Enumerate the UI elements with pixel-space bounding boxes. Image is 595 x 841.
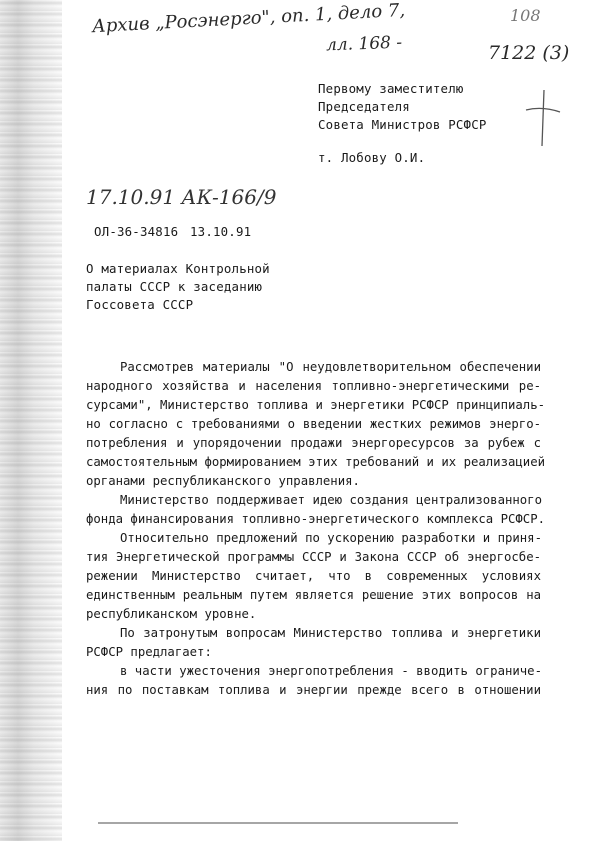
archive-note-line2: лл. 168 - [325, 32, 403, 56]
subject-line1: О материалах Контрольной [86, 261, 270, 276]
handwritten-mark [522, 88, 562, 148]
body-line: Рассмотрев материалы "О неудовлетворительном обеспечении [120, 360, 541, 374]
body-line: сурсами", Министерство топлива и энергетики РСФСР принципиаль- [86, 398, 546, 412]
body-line: РСФСР предлагает: [86, 645, 212, 659]
addressee-line3: Совета Министров РСФСР [318, 117, 487, 132]
body-line: но согласно с требованиями о введении жестких режимов энерго- [86, 417, 541, 431]
body-line: тия Энергетической программы СССР и Закона СССР об энергосбе- [86, 550, 541, 564]
archive-note-line1: Архив „Росэнерго", оп. 1, дело 7, [91, 0, 406, 38]
subject-line2: палаты СССР к заседанию [86, 279, 263, 294]
body-line: Министерство поддерживает идею создания централизованного [120, 493, 542, 507]
body-line: фонда финансирования топливно-энергетического комплекса РСФСР. [86, 512, 546, 526]
body-line: Относительно предложений по ускорению разработки и приня- [120, 531, 542, 545]
body-line: режении Министерство считает, что в современных условиях [86, 569, 541, 583]
reference-number: ОЛ-36-34816 [94, 224, 179, 239]
archive-page-number: 108 [510, 6, 541, 25]
addressee-line1: Первому заместителю [318, 81, 464, 96]
body-line: По затронутым вопросам Министерство топлива и энергетики [120, 626, 541, 640]
addressee-name: т. Лобову О.И. [318, 150, 426, 165]
body-line: народного хозяйства и населения топливно-энергетическими ре- [86, 379, 541, 393]
scan-edge-shadow [0, 0, 62, 841]
body-line: потребления и упорядочении продажи энергоресурсов за рубеж с [86, 436, 541, 450]
body-line: самостоятельным формированием этих требований и их реализацией [86, 455, 546, 469]
body-line: единственным реальным путем является решение этих вопросов на [86, 588, 541, 602]
reference-date: 13.10.91 [190, 224, 252, 239]
letter-body [86, 358, 546, 700]
archive-code: 7122 (3) [488, 42, 570, 64]
subject-line3: Госсовета СССР [86, 297, 194, 312]
body-line: республиканском уровне. [86, 607, 257, 621]
body-line: в части ужесточения энергопотребления - вводить ограниче- [120, 664, 542, 678]
addressee-line2: Председателя [318, 99, 410, 114]
registration-stamp: 17.10.91 АК-166/9 [86, 185, 277, 209]
body-line: органами республиканского управления. [86, 474, 360, 488]
scan-bottom-edge [98, 822, 458, 824]
body-line: ния по поставкам топлива и энергии прежде всего в отношении [86, 683, 541, 697]
